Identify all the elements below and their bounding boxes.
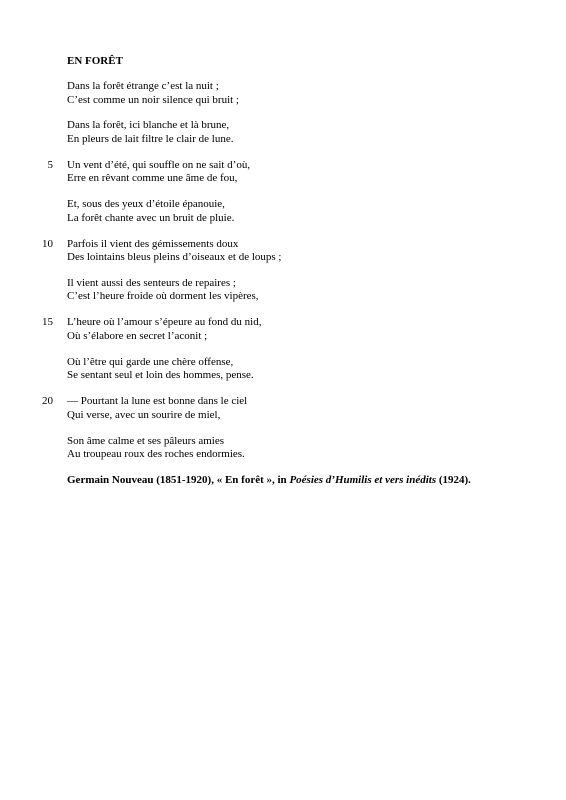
line-text: La forêt chante avec un bruit de pluie. [67, 211, 235, 224]
line-text: Se sentant seul et loin des hommes, pense. [67, 369, 254, 382]
poem-line [0, 159, 566, 173]
stanza [0, 316, 566, 343]
line-text: Où l’être qui garde une chère offense, [67, 355, 234, 368]
poem-line [0, 369, 566, 383]
stanza [0, 119, 566, 146]
line-text: Des lointains bleus pleins d’oiseaux et de loups ; [67, 251, 282, 264]
stanza [0, 435, 566, 462]
poem-line [0, 198, 566, 212]
poem-line [0, 356, 566, 370]
poem-line [0, 133, 566, 147]
line-number: 10 [42, 237, 53, 250]
line-text: Où s’élabore en secret l’aconit ; [67, 329, 208, 342]
stanza [0, 395, 566, 422]
poem-line [0, 330, 566, 344]
line-text: Au troupeau roux des roches endormies. [67, 448, 245, 461]
poem-line [0, 409, 566, 423]
line-text: Il vient aussi des senteurs de repaires ; [67, 276, 236, 289]
poem-line [0, 94, 566, 108]
poem-line [0, 119, 566, 133]
poem-line [0, 316, 566, 330]
line-text: Dans la forêt, ici blanche et là brune, [67, 119, 230, 132]
poem-line [0, 212, 566, 226]
credit-year: (1924). [436, 474, 471, 486]
poem-line [0, 435, 566, 449]
poem-line [0, 251, 566, 265]
stanza [0, 198, 566, 225]
poem-line [0, 290, 566, 304]
line-text: Son âme calme et ses pâleurs amies [67, 434, 225, 447]
poem-title: EN FORÊT [67, 55, 123, 67]
stanza [0, 356, 566, 383]
poem-line [0, 277, 566, 291]
line-text: Et, sous des yeux d’étoile épanouie, [67, 198, 225, 211]
line-text: L’heure où l’amour s’épeure au fond du nid, [67, 316, 262, 329]
poem-line [0, 80, 566, 94]
poem-line [0, 395, 566, 409]
credit-author: Germain Nouveau (1851-1920), « En forêt », in [67, 474, 290, 486]
line-text: Qui verse, avec un sourire de miel, [67, 408, 221, 421]
poem-line [0, 448, 566, 462]
poem-line [0, 172, 566, 186]
poem-body [0, 80, 566, 474]
line-text: C’est comme un noir silence qui bruit ; [67, 93, 239, 106]
line-number: 15 [42, 316, 53, 329]
line-text: C’est l’heure froide où dorment les vipères, [67, 290, 259, 303]
line-text: En pleurs de lait filtre le clair de lune. [67, 132, 234, 145]
stanza [0, 238, 566, 265]
line-number: 20 [42, 395, 53, 408]
stanza [0, 80, 566, 107]
poem-credit [67, 473, 471, 487]
line-text: Parfois il vient des gémissements doux [67, 237, 239, 250]
credit-work-title: Poésies d’Humilis et vers inédits [289, 474, 437, 486]
poem-line [0, 238, 566, 252]
line-text: Un vent d’été, qui souffle on ne sait d’où, [67, 158, 251, 171]
line-text: — Pourtant la lune est bonne dans le ciel [67, 395, 248, 408]
stanza [0, 159, 566, 186]
line-text: Dans la forêt étrange c’est la nuit ; [67, 80, 219, 92]
line-number: 5 [47, 158, 53, 171]
stanza [0, 277, 566, 304]
line-text: Erre en rêvant comme une âme de fou, [67, 172, 238, 185]
